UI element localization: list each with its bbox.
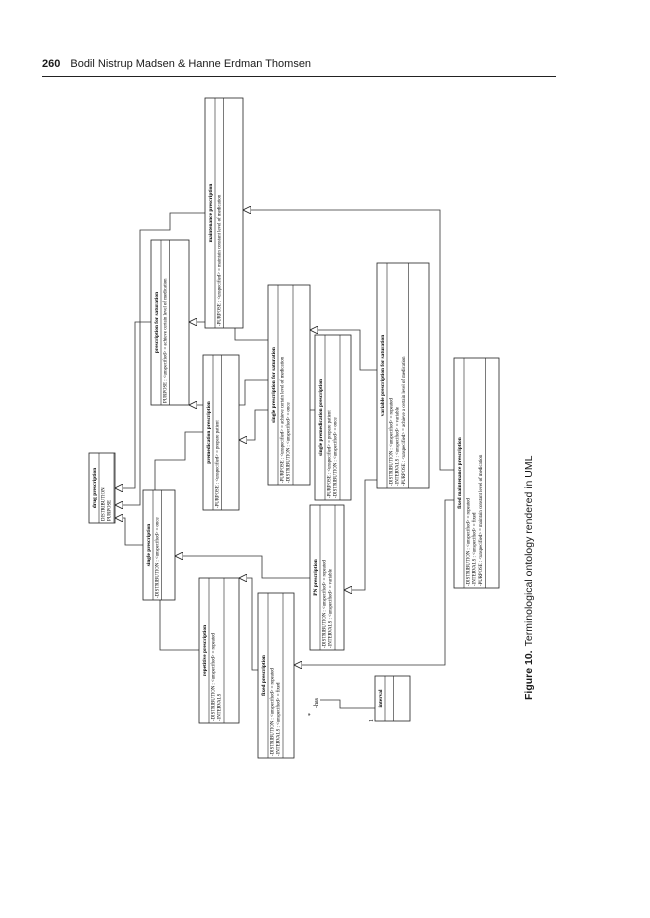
- figure-caption: [523, 456, 535, 700]
- class-attribute: -DISTRIBUTION : <unspecified> = once: [155, 517, 161, 598]
- class-name: drug prescription: [92, 467, 98, 509]
- generalization-edge: [143, 432, 203, 495]
- class-box-single-premed: [315, 335, 351, 500]
- class-name: repetitive prescription: [202, 624, 208, 677]
- class-box-interval: [375, 676, 410, 721]
- generalization-edge: [175, 556, 310, 578]
- has-association: [308, 697, 375, 722]
- class-box-premed: [203, 355, 239, 510]
- class-box-saturation: [151, 240, 189, 405]
- class-attribute: -PURPOSE : <unspecified> = achieve a certain level of medication: [401, 356, 407, 486]
- page-number: 260: [42, 58, 61, 70]
- generalization-edge: [115, 518, 143, 545]
- multiplicity-target: 1: [369, 719, 375, 722]
- class-box-single: [143, 490, 175, 600]
- generalization-edge: [115, 322, 151, 488]
- class-name: variable prescription for saturation: [380, 334, 386, 417]
- class-box-fixed: [258, 593, 294, 758]
- class-attribute: -DISTRIBUTION : <unspecified> = repeated: [270, 668, 276, 756]
- class-attribute: -PURPOSE : <unspecified> = maintain constant level of medication: [217, 194, 223, 326]
- class-name: single premedication prescription: [318, 378, 324, 457]
- class-attribute: -DISTRIBUTION : <unspecified> = repeated: [389, 398, 395, 486]
- class-attribute: -PURPOSE : <unspecified> = prepare patient: [327, 410, 333, 498]
- class-attribute: -DISTRIBUTION : <unspecified> = once: [286, 402, 292, 483]
- class-box-fixed-maint: [454, 358, 499, 588]
- class-attribute: DISTRIBUTION: [101, 487, 107, 521]
- class-attribute: -PURPOSE : <unspecified> = maintain constant level of medication: [478, 454, 484, 586]
- class-name: fixed maintenance prescription: [457, 437, 463, 509]
- class-attribute: -INTERVALS : <unspecified> = fixed: [276, 682, 282, 756]
- association-label: -has: [314, 698, 320, 708]
- class-attribute: PURPOSE : <unspecified> = achieve certain level of medication: [163, 278, 169, 403]
- caption-text: Terminological ontology rendered in UML: [523, 455, 535, 647]
- class-attribute: -DISTRIBUTION : <unspecified> = repeated: [211, 633, 217, 721]
- generalization-edge: [239, 578, 258, 670]
- class-box-drug: [89, 453, 115, 523]
- class-attribute: -DISTRIBUTION : <unspecified> = repeated: [322, 560, 328, 648]
- caption-label: Figure 10.: [523, 650, 535, 700]
- multiplicity-source: *: [308, 713, 314, 716]
- class-attribute: -INTERVALS: [217, 693, 223, 721]
- class-name: single prescription for saturation: [271, 347, 277, 423]
- class-attribute: -INTERVALS : <unspecified> = variable: [328, 568, 334, 648]
- class-attribute: -DISTRIBUTION : <unspecified> = once: [333, 417, 339, 498]
- class-box-repetitive: [199, 578, 239, 723]
- class-name: PN prescription: [313, 559, 319, 596]
- class-name: maintenance prescription: [208, 183, 214, 243]
- class-attribute: -INTERVALS : <unspecified> = variable: [395, 406, 401, 486]
- class-box-maintenance: [205, 98, 243, 328]
- class-attribute: -PURPOSE : <unspecified> = achieve certain level of medication: [280, 356, 286, 483]
- class-box-pn: [310, 505, 344, 650]
- class-name: interval: [378, 689, 384, 708]
- class-attribute: -PURPOSE : <unspecified> = prepare patient: [215, 420, 221, 508]
- class-name: prescription for saturation: [154, 291, 160, 354]
- class-name: premedication prescription: [206, 401, 212, 464]
- class-name: single prescription: [146, 523, 152, 567]
- class-box-variable-sat: [377, 263, 429, 488]
- class-box-single-sat: [268, 285, 310, 485]
- class-attribute: PURPOSE: [107, 499, 113, 521]
- class-name: fixed prescription: [261, 655, 267, 696]
- author-names: Bodil Nistrup Madsen & Hanne Erdman Thomsen: [70, 58, 312, 70]
- class-attribute: -DISTRIBUTION : <unspecified> = repeated: [466, 498, 472, 586]
- class-attribute: -INTERVALS : <unspecified> = fixed: [472, 512, 478, 586]
